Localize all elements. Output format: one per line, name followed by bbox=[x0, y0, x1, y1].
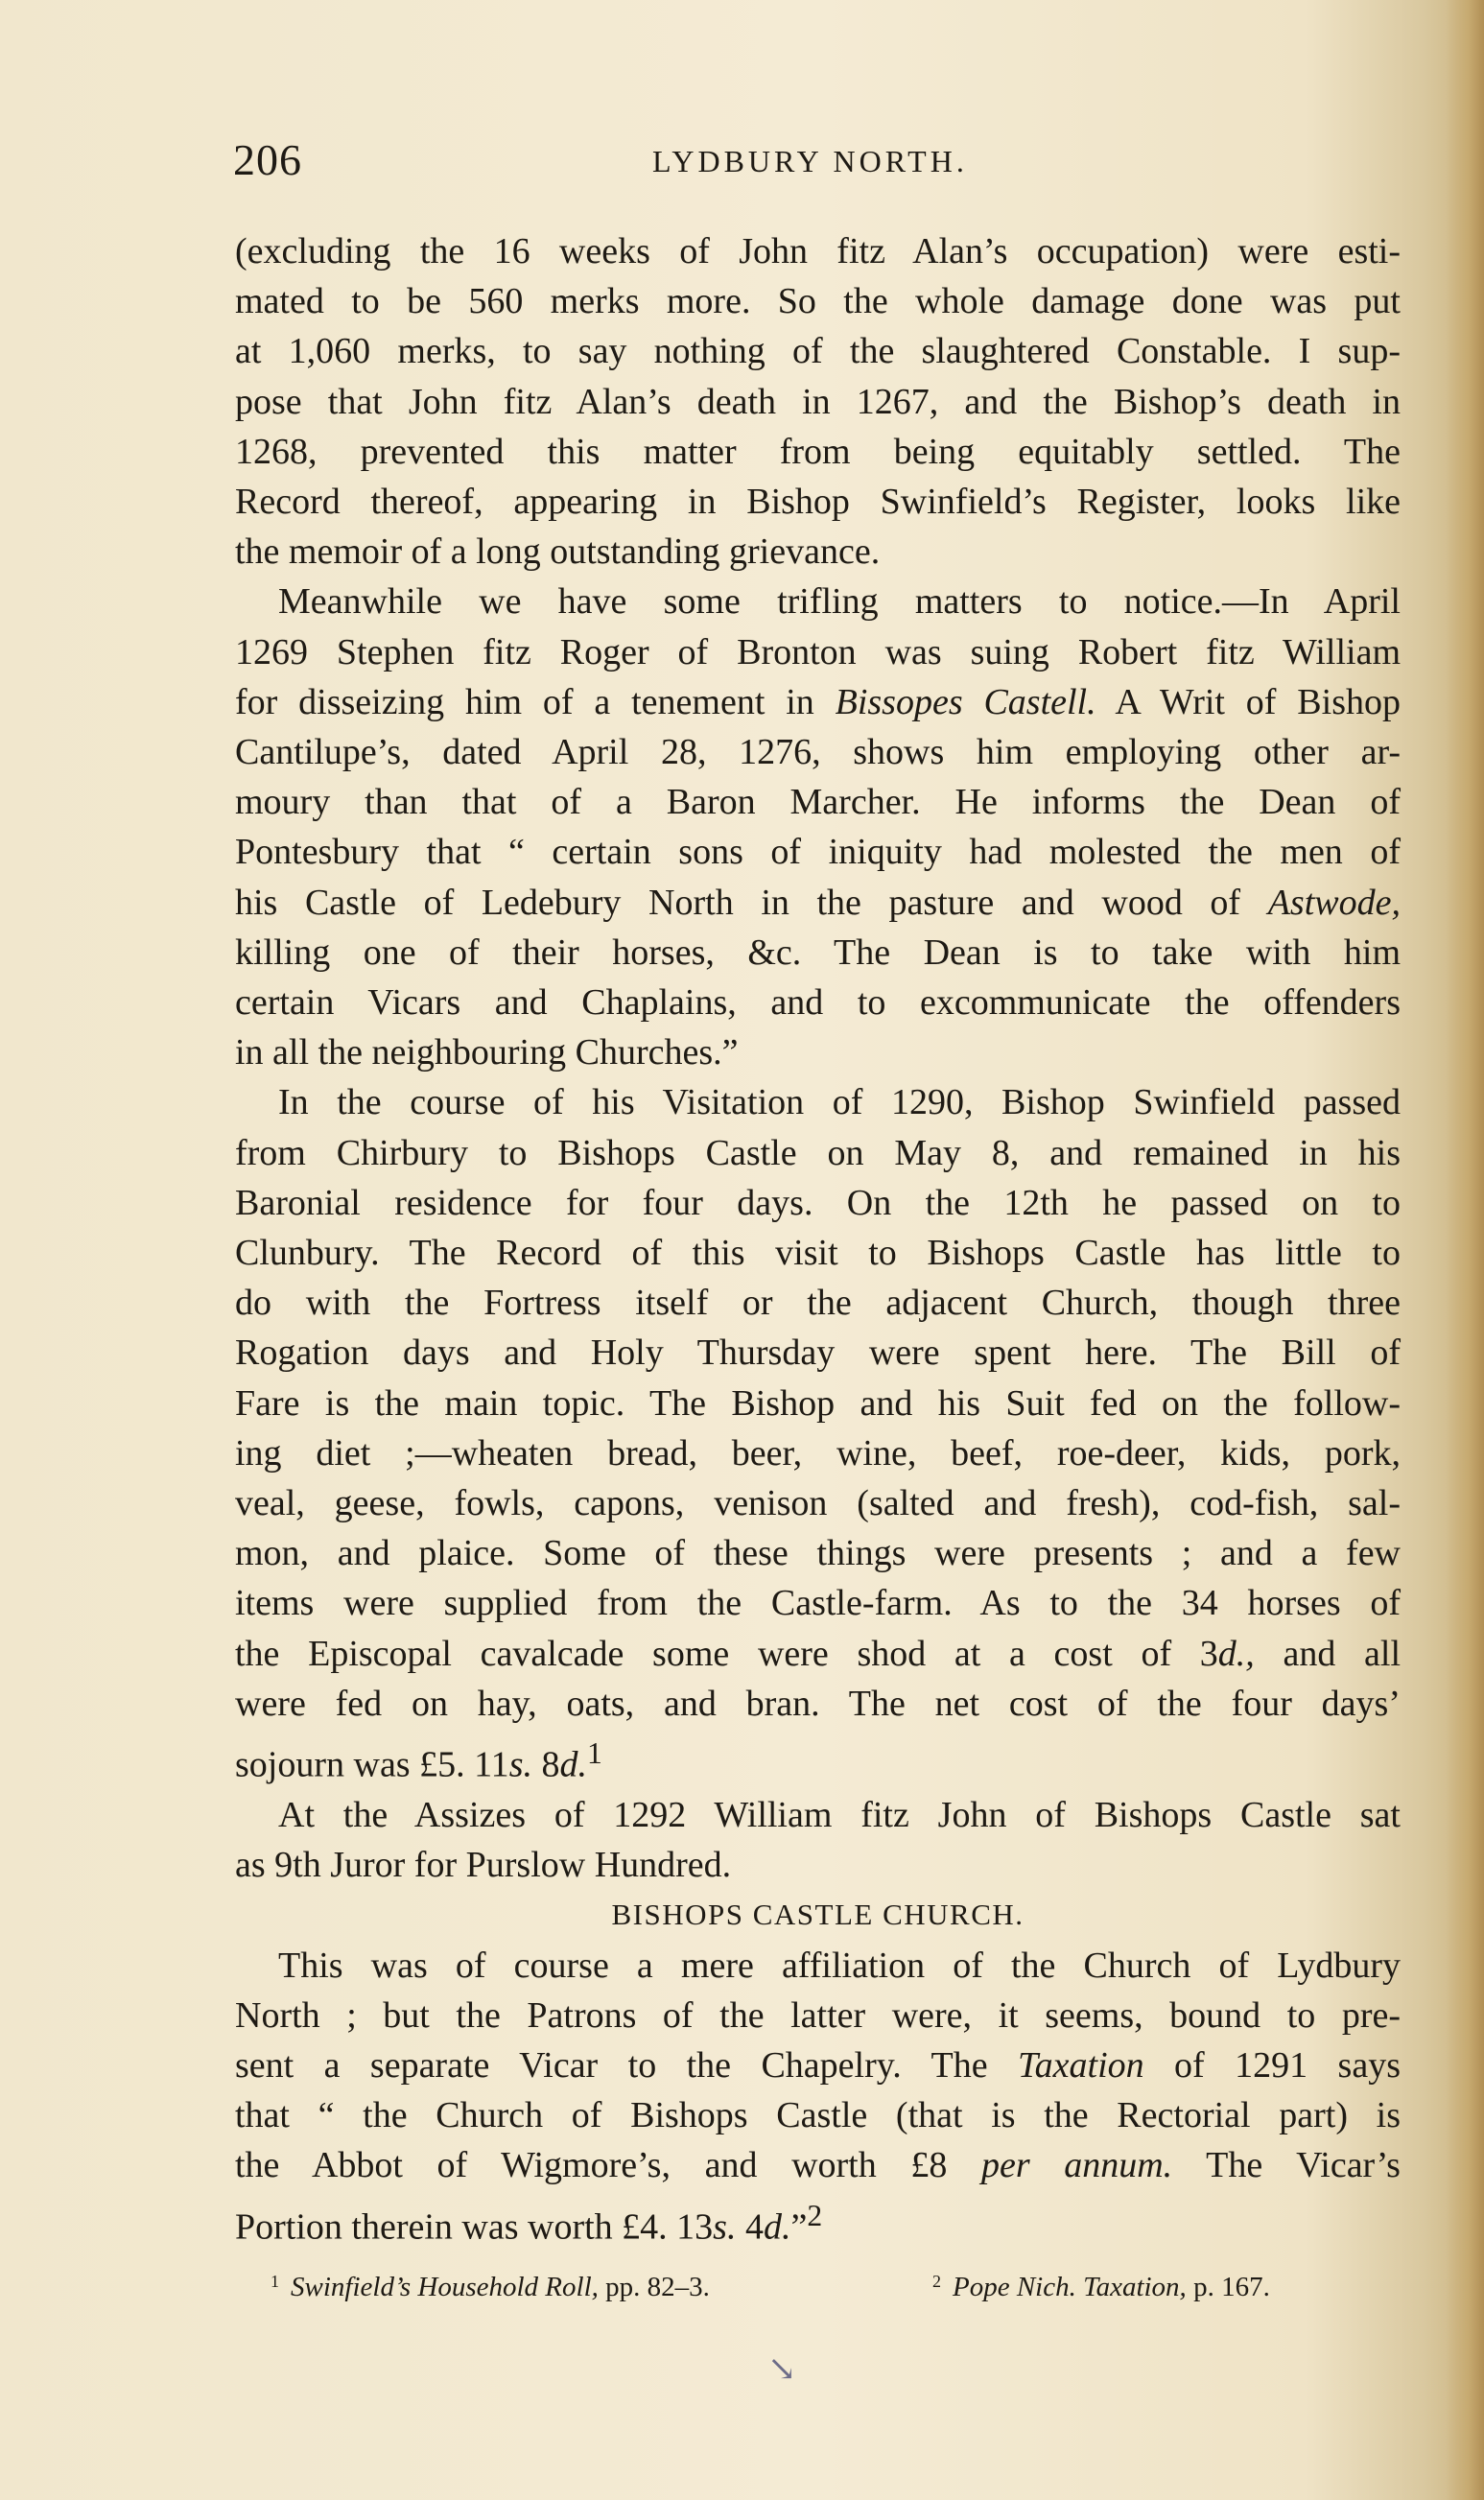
footnote-marker: 2 bbox=[932, 2272, 941, 2291]
page-edge-shadow bbox=[1446, 0, 1484, 2500]
italic-place-name: Astwode, bbox=[1267, 882, 1401, 923]
text-line: as 9th Juror for Purslow Hundred. bbox=[235, 1845, 732, 1886]
italic-abbrev: d. bbox=[763, 2206, 791, 2248]
italic-abbrev: s. bbox=[713, 2206, 737, 2248]
footnote-source: Swinfield’s Household Roll, bbox=[291, 2272, 599, 2302]
text-line: were fed on hay, oats, and bran. The net cost of the four days’ bbox=[235, 1683, 1401, 1724]
text-line: At the Assizes of 1292 William fitz John of Bishops Castle sat bbox=[278, 1794, 1401, 1835]
body-text bbox=[235, 226, 1401, 2252]
text-line: from Chirbury to Bishops Castle on May 8, and remained in his bbox=[235, 1132, 1401, 1173]
italic-title: Taxation bbox=[1018, 2044, 1144, 2086]
footnote-2 bbox=[932, 2272, 1270, 2303]
text-line: ing diet ;—wheaten bread, beer, wine, beef, roe-deer, kids, pork, bbox=[235, 1432, 1401, 1474]
text-line: that “ the Church of Bishops Castle (that is the Rectorial part) is bbox=[235, 2095, 1401, 2136]
text-run: for disseizing him of a tenement in bbox=[235, 681, 836, 722]
text-run: A Writ of Bishop bbox=[1095, 681, 1401, 722]
text-line: Rogation days and Holy Thursday were spent here. The Bill of bbox=[235, 1333, 1401, 1374]
text-line bbox=[235, 1729, 1401, 1790]
text-line: do with the Fortress itself or the adjacent Church, though three bbox=[235, 1283, 1401, 1324]
text-line: In the course of his Visitation of 1290, Bishop Swinfield passed bbox=[278, 1082, 1401, 1123]
running-head bbox=[233, 134, 1403, 192]
text-run: 8 bbox=[531, 1744, 560, 1785]
text-line: the memoir of a long outstanding grievance. bbox=[235, 531, 881, 573]
text-line: This was of course a mere affiliation of the Church of Lydbury bbox=[278, 1945, 1401, 1986]
italic-place-name: Bissopes Castell. bbox=[835, 681, 1096, 722]
text-run: the Episcopal cavalcade some were shod at a cost of 3 bbox=[235, 1633, 1218, 1674]
text-run: of 1291 says bbox=[1143, 2044, 1401, 2086]
text-run: his Castle of Ledebury North in the pasture and wood of bbox=[235, 882, 1268, 923]
footnote-pages: pp. 82–3. bbox=[598, 2272, 710, 2302]
text-run: Portion therein was worth £4. 13 bbox=[235, 2206, 714, 2248]
text-line: 1269 Stephen fitz Roger of Bronton was suing Robert fitz William bbox=[235, 631, 1401, 672]
footnote-pages: p. 167. bbox=[1186, 2272, 1270, 2302]
text-line: Pontesbury that “ certain sons of iniquity had molested the men of bbox=[235, 832, 1401, 873]
text-line: items were supplied from the Castle-farm. As to the 34 horses of bbox=[235, 1583, 1401, 1624]
text-line bbox=[235, 677, 1401, 727]
section-heading: BISHOPS CASTLE CHURCH. bbox=[611, 1898, 1025, 1932]
footnote-1 bbox=[271, 2272, 710, 2303]
italic-abbrev: d. bbox=[559, 1744, 587, 1785]
text-line: (excluding the 16 weeks of John fitz Alan’s occupation) were esti- bbox=[235, 231, 1401, 271]
italic-abbrev: s. bbox=[508, 1744, 532, 1785]
text-line bbox=[235, 1629, 1401, 1679]
text-run: 4 bbox=[736, 2206, 764, 2248]
italic-abbrev: d., bbox=[1217, 1633, 1255, 1674]
text-line bbox=[235, 878, 1401, 928]
text-line: killing one of their horses, &c. The Dean is to take with him bbox=[235, 932, 1401, 973]
text-line: Fare is the main topic. The Bishop and his Suit fed on the follow- bbox=[235, 1382, 1401, 1424]
footnote-source: Pope Nich. Taxation, bbox=[953, 2272, 1187, 2302]
text-run: ” bbox=[790, 2206, 808, 2248]
text-line bbox=[235, 2140, 1401, 2190]
text-run: sojourn was £5. 11 bbox=[235, 1744, 509, 1785]
text-line: Record thereof, appearing in Bishop Swinfield’s Register, looks like bbox=[235, 482, 1401, 523]
footnote-ref: 1 bbox=[586, 1736, 602, 1771]
signature-mark: ↘ bbox=[767, 2349, 797, 2388]
footnotes bbox=[271, 2272, 1383, 2310]
text-line: certain Vicars and Chaplains, and to excommunicate the offenders bbox=[235, 982, 1401, 1024]
text-line: mated to be 560 merks more. So the whole damage done was put bbox=[235, 281, 1401, 322]
text-run: the Abbot of Wigmore’s, and worth £8 bbox=[235, 2145, 981, 2186]
text-line: Clunbury. The Record of this visit to Bishops Castle has little to bbox=[235, 1233, 1401, 1274]
text-line: moury than that of a Baron Marcher. He informs the Dean of bbox=[235, 782, 1401, 823]
page-number: 206 bbox=[233, 135, 302, 184]
text-line: Meanwhile we have some trifling matters to notice.—In April bbox=[278, 581, 1401, 623]
text-run: The Vicar’s bbox=[1172, 2145, 1401, 2186]
running-title: LYDBURY NORTH. bbox=[652, 144, 968, 178]
text-line bbox=[235, 2191, 1401, 2252]
text-line bbox=[235, 2040, 1401, 2090]
text-line: North ; but the Patrons of the latter were, it seems, bound to pre- bbox=[235, 1994, 1401, 2036]
text-line: in all the neighbouring Churches.” bbox=[235, 1032, 739, 1073]
text-line: pose that John fitz Alan’s death in 1267, and the Bishop’s death in bbox=[235, 381, 1401, 422]
footnote-ref: 2 bbox=[807, 2198, 823, 2232]
footnote-marker: 1 bbox=[271, 2272, 279, 2291]
text-line: Baronial residence for four days. On the 12th he passed on to bbox=[235, 1182, 1401, 1223]
text-line: Cantilupe’s, dated April 28, 1276, shows him employing other ar- bbox=[235, 732, 1401, 773]
text-line: veal, geese, fowls, capons, venison (salted and fresh), cod-fish, sal- bbox=[235, 1483, 1401, 1524]
text-line: 1268, prevented this matter from being equitably settled. The bbox=[235, 431, 1401, 472]
text-run: sent a separate Vicar to the Chapelry. The bbox=[235, 2044, 1018, 2086]
italic-phrase: per annum. bbox=[980, 2145, 1173, 2186]
text-line: at 1,060 merks, to say nothing of the slaughtered Constable. I sup- bbox=[235, 331, 1401, 372]
text-run: and all bbox=[1254, 1633, 1401, 1674]
text-line: mon, and plaice. Some of these things were presents ; and a few bbox=[235, 1533, 1401, 1574]
